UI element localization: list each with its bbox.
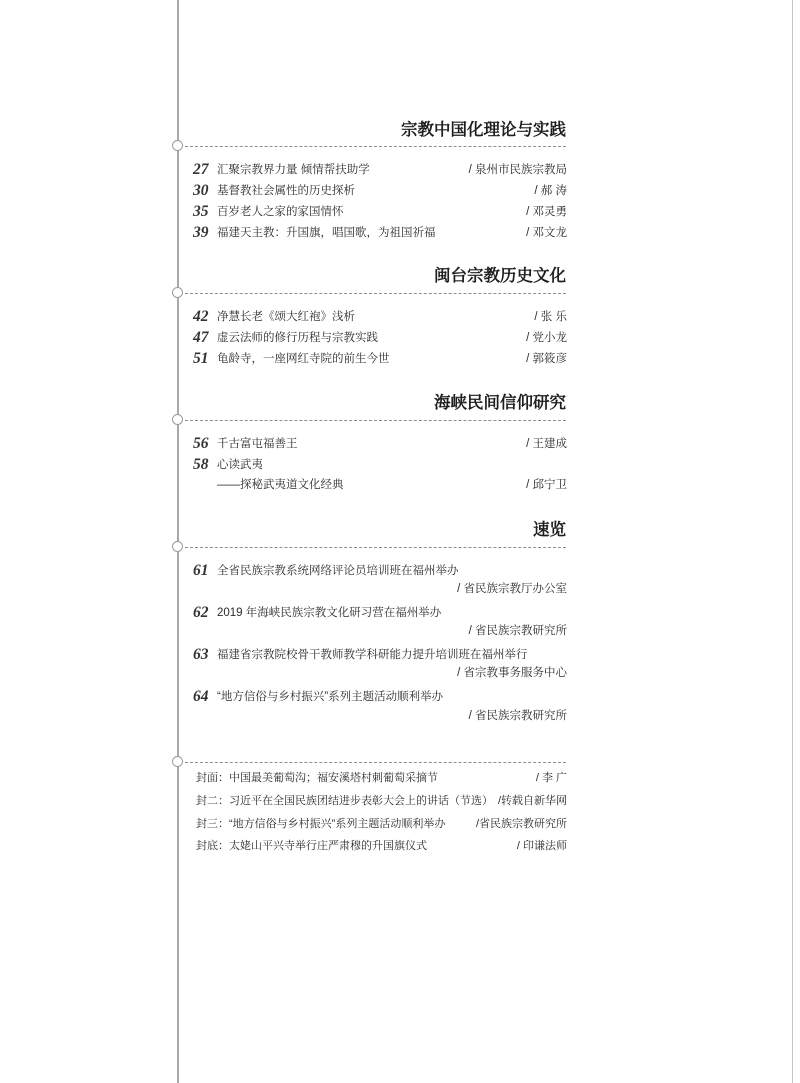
article-author: / 省民族宗教厅办公室 — [457, 583, 567, 595]
page-number: 27 — [193, 161, 209, 178]
section-divider — [185, 293, 566, 294]
cover-caption: 封三：“地方信俗与乡村振兴”系列主题活动顺利举办 — [196, 818, 446, 830]
article-author: / 泉州市民族宗教局 — [468, 164, 567, 176]
cover-credit: / 李 广 — [535, 772, 567, 784]
page-number: 35 — [193, 203, 209, 220]
page-number: 64 — [193, 688, 209, 705]
page-number: 56 — [193, 435, 209, 452]
article-author: / 省民族宗教研究所 — [468, 625, 567, 637]
cover-credit: /转载自新华网 — [497, 795, 567, 807]
page-edge-rule — [792, 0, 793, 1083]
toc-entry — [193, 455, 567, 475]
section-heading: 海峡民间信仰研究 — [434, 393, 566, 412]
page-number: 63 — [193, 646, 209, 663]
page-number: 61 — [193, 562, 209, 579]
section-heading: 闽台宗教历史文化 — [434, 266, 566, 285]
section-divider — [185, 146, 566, 147]
cover-caption: 封面：中国最美葡萄沟；福安溪塔村刺葡萄采摘节 — [196, 772, 438, 784]
article-title: 龟龄寺，一座网红寺院的前生今世 — [217, 353, 390, 365]
article-title: 全省民族宗教系统网络评论员培训班在福州举办 — [217, 565, 459, 577]
toc-entry — [193, 328, 567, 348]
article-title: 福建省宗教院校骨干教师教学科研能力提升培训班在福州举行 — [217, 649, 528, 661]
article-author: / 郭筱彦 — [526, 353, 567, 365]
page-number: 42 — [193, 308, 209, 325]
article-title: 汇聚宗教界力量 倾情帮扶助学 — [217, 164, 370, 176]
section-divider — [185, 762, 566, 763]
article-title: 百岁老人之家的家国情怀 — [217, 206, 344, 218]
timeline-node-icon — [172, 287, 183, 298]
page-number: 58 — [193, 456, 209, 473]
toc-entry — [193, 181, 567, 201]
article-author: / 邱宁卫 — [526, 479, 567, 491]
article-title: 净慧长老《颂大红袍》浅析 — [217, 311, 355, 323]
article-subtitle: ——探秘武夷道文化经典 — [217, 479, 344, 491]
toc-entry — [193, 349, 567, 369]
toc-entry — [193, 434, 567, 454]
toc-entry — [193, 687, 567, 707]
toc-entry — [193, 603, 567, 623]
timeline-node-icon — [172, 140, 183, 151]
article-author: / 张 乐 — [534, 311, 567, 323]
toc-entry — [193, 307, 567, 327]
toc-entry — [193, 223, 567, 243]
cover-entry — [196, 836, 567, 856]
cover-credit: /省民族宗教研究所 — [475, 818, 567, 830]
article-title: 虚云法师的修行历程与宗教实践 — [217, 332, 378, 344]
article-author: / 郝 涛 — [534, 185, 567, 197]
cover-entry — [196, 814, 567, 834]
section-divider — [185, 547, 566, 548]
article-author: / 省宗教事务服务中心 — [457, 667, 567, 679]
article-title: 2019 年海峡民族宗教文化研习营在福州举办 — [217, 607, 442, 619]
cover-caption: 封底：太姥山平兴寺举行庄严肃穆的升国旗仪式 — [196, 840, 427, 852]
page-number: 62 — [193, 604, 209, 621]
article-author: / 省民族宗教研究所 — [468, 710, 567, 722]
article-author: / 邓灵勇 — [526, 206, 567, 218]
timeline-node-icon — [172, 541, 183, 552]
timeline-node-icon — [172, 414, 183, 425]
article-title: 福建天主教：升国旗，唱国歌，为祖国祈福 — [217, 227, 436, 239]
cover-credit: / 印谦法师 — [516, 840, 567, 852]
article-title: 心读武夷 — [217, 459, 263, 471]
toc-entry — [193, 202, 567, 222]
toc-entry-subtitle-line — [217, 475, 567, 495]
cover-entry — [196, 768, 567, 788]
page-number: 39 — [193, 224, 209, 241]
section-heading: 速览 — [533, 520, 566, 539]
article-title: “地方信俗与乡村振兴”系列主题活动顺利举办 — [217, 691, 444, 703]
article-author: / 王建成 — [526, 438, 567, 450]
article-title: 基督教社会属性的历史探析 — [217, 185, 355, 197]
section-heading: 宗教中国化理论与实践 — [401, 120, 566, 139]
timeline-node-icon — [172, 756, 183, 767]
cover-entry — [196, 791, 567, 811]
article-author: / 党小龙 — [526, 332, 567, 344]
page-number: 30 — [193, 182, 209, 199]
article-title: 千古富屯福善王 — [217, 438, 298, 450]
page-number: 47 — [193, 329, 209, 346]
article-author: / 邓文龙 — [526, 227, 567, 239]
cover-caption: 封二：习近平在全国民族团结进步表彰大会上的讲话（节选） — [196, 795, 493, 807]
toc-entry — [193, 645, 567, 665]
page-number: 51 — [193, 350, 209, 367]
toc-entry — [193, 160, 567, 180]
toc-entry — [193, 561, 567, 581]
section-divider — [185, 420, 566, 421]
